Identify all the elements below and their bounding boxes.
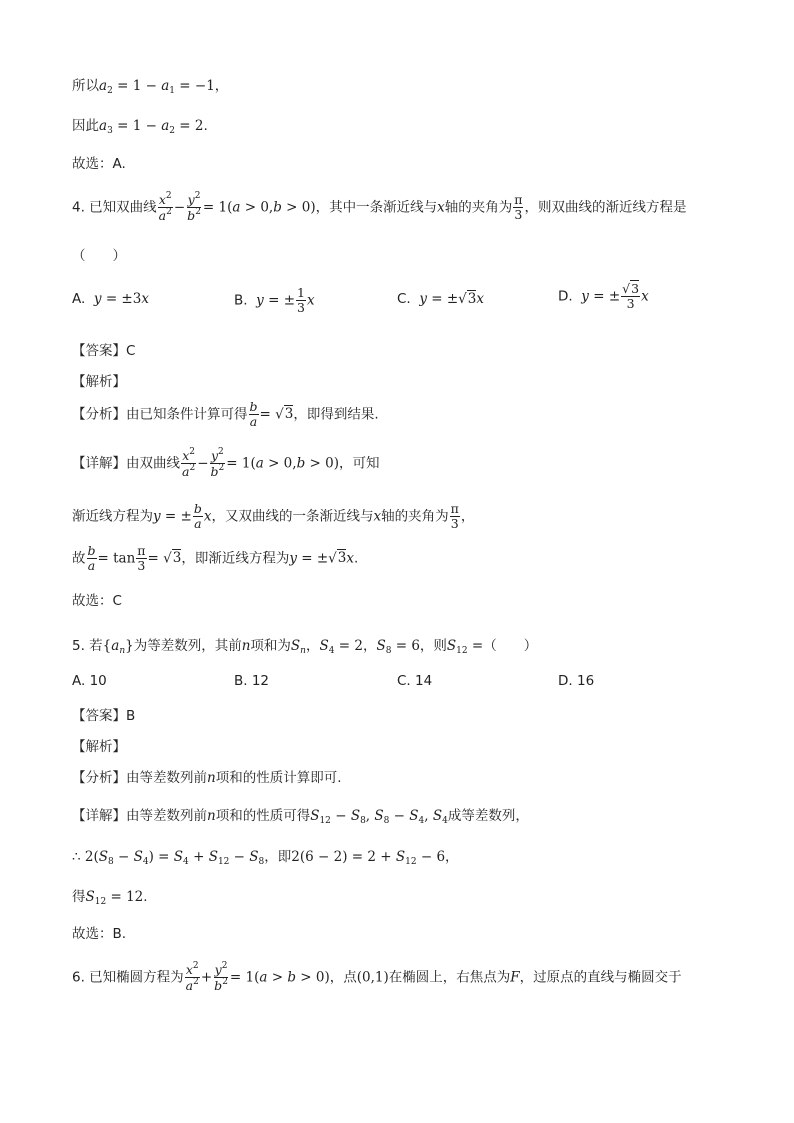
asymptote-line: 渐近线方程为y = ± $\frac{b}{a}$ x，又双曲线的一条渐近线与x轴的夹角为 $\frac{\pi}{3}$ ， [72,501,475,531]
option-a: A. y = ±3x [72,291,149,307]
select-q3: 故选：A. [72,156,126,172]
analysis-heading-4: 【解析】 [72,374,126,390]
text: 故 [72,550,86,567]
text: ， [362,638,377,654]
option-5c: C. 14 [397,673,433,689]
text: 轴的夹角为 [444,199,513,216]
answer-paren: （ ） [72,248,126,264]
option-5b: B. 12 [234,673,270,689]
text: 项和的性质计算即可. [215,770,342,786]
text: 已知双曲线 [89,199,157,216]
text: ， [460,508,475,525]
text: 因此 [72,118,99,134]
text: 在椭圆上，右焦点为 [388,969,511,986]
option-5d: D. 16 [558,673,595,689]
text: 得 [72,889,86,905]
text: 轴的夹角为 [381,508,449,525]
option-d: D. y = ± $\frac{√3}{3}$ x [558,281,649,311]
label: C. [397,291,411,307]
question-4: 4. 已知双曲线 $\frac{x^2}{a^2}$ − $\frac{y^2}{b^2}$ = 1(a > 0,b > 0)，其中一条渐近线与x轴的夹角为 $\frac{\pi}{3}$ ，则双曲线的渐近线方程是 [72,191,687,223]
text: ， [445,849,459,865]
result-line: 得$S_{12} = 12$. [72,889,148,907]
therefore-line: ∴ $2(S_8 - S_4) = S_4 + S_{12} - S_8$，即$2(6 - 2) = 2 + S_{12} - 6$， [72,849,459,867]
answer-5: 【答案】B [72,708,136,724]
label: D. [558,288,573,305]
text: （ ） [483,638,538,654]
fenxi-5: 【分析】由等差数列前n项和的性质计算即可. [72,770,342,786]
question-5: 5. 若$\{a_n\}$为等差数列，其前n项和为$S_n$，$S_4 = 2$，$S_8 = 6$，则$S_{12}$ =（ ） [72,638,538,656]
fraction: $\frac{\pi}{3}$ [514,192,523,222]
fraction: $\frac{y^2}{b^2}$ [187,191,201,223]
text: ，又双曲线的一条渐近线与 [211,508,374,525]
fraction: $\frac{x^2}{a^2}$ [158,191,172,223]
text: 项和的性质可得 [215,808,311,824]
text: 【详解】由双曲线 [72,455,180,472]
xiangjie-5: 【详解】由等差数列前n项和的性质可得$S_{12} - S_8$, $S_8 - S_4$, $S_4$成等差数列， [72,808,529,826]
text: 6. 已知椭圆方程为 [72,969,184,986]
text: ，即得到结果. [293,406,379,423]
fenxi-4: 【分析】由已知条件计算可得 $\frac{b}{a}$ = √3，即得到结果. [72,399,379,429]
analysis-heading-5: 【解析】 [72,739,126,755]
q-number: 4. [72,199,90,216]
label: A. [72,291,86,307]
line-a3: 因此$a_3 = 1 - a_2 = 2$. [72,118,208,136]
answer-4: 【答案】C [72,343,136,359]
label: B. [234,292,248,309]
text: . [143,889,148,905]
text: 【分析】由已知条件计算可得 [72,406,248,423]
text: 【分析】由等差数列前 [72,770,207,786]
text: ，则双曲线的渐近线方程是 [524,199,687,216]
option-b: B. y = ± $\frac{1}{3}$ x [234,285,315,315]
question-6: 6. 已知椭圆方程为 $\frac{x^2}{a^2}$ + $\frac{y^2}{b^2}$ = 1(a > b > 0)，点(0,1)在椭圆上，右焦点为F，过原点的直线与椭圆交于 [72,961,682,993]
text: 为等差数列，其前 [133,638,242,654]
text: . [354,550,359,567]
text: 所以 [72,78,99,94]
select-4: 故选：C [72,593,122,609]
text: 5. 若 [72,638,103,654]
text: 项和为 [250,638,291,654]
text: 成等差数列， [447,808,529,824]
formula-a2: $a_2 = 1 - a_1 = -1$ [99,78,215,96]
text: ，其中一条渐近线与 [315,199,438,216]
text: ，过原点的直线与椭圆交于 [519,969,682,986]
formula-a3: $a_3 = 1 - a_2 = 2$ [99,118,204,136]
text: ，即 [264,849,292,865]
text: ，点 [329,969,357,986]
text: ， [305,638,320,654]
text: ，即渐近线方程为 [181,550,290,567]
text: 【详解】由等差数列前 [72,808,207,824]
option-5a: A. 10 [72,673,107,689]
line-a2: 所以$a_2 = 1 - a_1 = -1$， [72,78,229,96]
text: 渐近线方程为 [72,508,153,525]
text: ，则 [419,638,447,654]
xiangjie-4: 【详解】由双曲线 $\frac{x^2}{a^2}$ − $\frac{y^2}{b^2}$ = 1(a > 0,b > 0)，可知 [72,447,380,479]
text: ，可知 [338,455,380,472]
select-5: 故选：B. [72,926,127,942]
option-c: C. y = ±√3x [397,291,484,307]
gu-line: 故 $\frac{b}{a}$ = tan $\frac{\pi}{3}$ = √3，即渐近线方程为y = ±√3x. [72,543,359,573]
